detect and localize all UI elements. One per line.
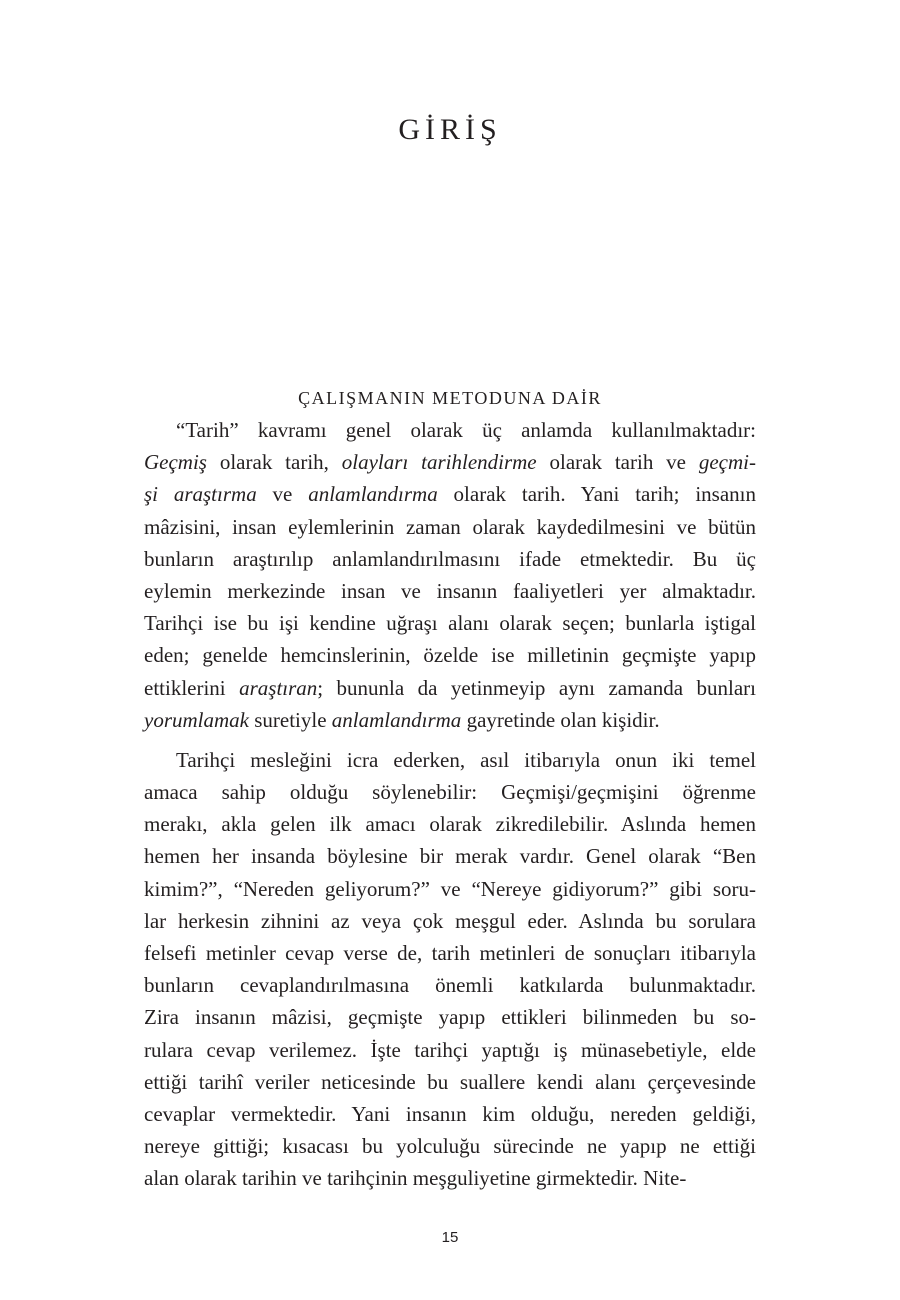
text-run: bunların araştırılıp anlamlandırılmasını ifade etmektedir. Bu üç <box>144 546 756 571</box>
text-line <box>144 414 756 446</box>
text-run: merakı, akla gelen ilk amacı olarak zikredilebilir. Aslında hemen <box>144 812 756 837</box>
body-text <box>144 414 756 1195</box>
text-run: ; bununla da yetinmeyip aynı zamanda bunları <box>317 675 756 700</box>
italic-run: şi araştırma <box>144 482 257 507</box>
text-run: Tarihçi ise bu işi kendine uğraşı alanı olarak seçen; bunlarla iştigal <box>144 611 756 636</box>
text-line <box>144 873 756 905</box>
text-run: kimim?”, “Nereden geliyorum?” ve “Nereye gidiyorum?” gibi soru- <box>144 876 756 901</box>
text-run: Tarihçi mesleğini icra ederken, asıl itibarıyla onun iki temel <box>176 747 756 772</box>
text-line <box>144 1162 756 1194</box>
text-line <box>144 704 756 736</box>
text-line <box>144 776 756 808</box>
text-run: nereye gittiği; kısacası bu yolculuğu sürecinde ne yapıp ne ettiği <box>144 1134 756 1159</box>
text-run: mâzisini, insan eylemlerinin zaman olarak kaydedilmesini ve bütün <box>144 514 756 539</box>
text-line <box>144 744 756 776</box>
text-line <box>144 1066 756 1098</box>
italic-run: anlamlandırma <box>308 482 438 507</box>
paragraph-1 <box>144 414 756 736</box>
paragraph-2 <box>144 744 756 1195</box>
text-run: rulara cevap verilemez. İşte tarihçi yaptığı iş münasebetiyle, elde <box>144 1037 756 1062</box>
text-line <box>144 1034 756 1066</box>
text-run: ettiklerini <box>144 675 240 700</box>
italic-run: yorumlamak <box>144 707 249 732</box>
text-run: bunların cevaplandırılmasına önemli katkılarda bulunmaktadır. <box>144 973 756 998</box>
text-run: felsefi metinler cevap verse de, tarih metinleri de sonuçları itibarıyla <box>144 941 756 965</box>
text-run: ettiği tarihî veriler neticesinde bu suallere kendi alanı çerçevesinde <box>144 1069 756 1094</box>
text-line <box>144 672 756 704</box>
text-run: eden; genelde hemcinslerinin, özelde ise milletinin geçmişte yapıp <box>144 643 756 668</box>
italic-run: araştıran <box>239 675 318 700</box>
chapter-title: GİRİŞ <box>398 113 502 146</box>
text-line <box>144 840 756 872</box>
text-line <box>144 607 756 639</box>
text-line <box>144 478 756 510</box>
text-run: suretiyle <box>248 707 332 732</box>
text-run: “Tarih” kavramı genel olarak üç anlamda kullanılmaktadır: <box>176 418 756 442</box>
text-run: cevaplar vermektedir. Yani insanın kim olduğu, nereden geldiği, <box>144 1101 756 1126</box>
text-run: ve <box>256 482 309 507</box>
text-run: lar herkesin zihnini az veya çok meşgul eder. Aslında bu sorulara <box>144 908 756 933</box>
text-line <box>144 1098 756 1130</box>
text-line <box>144 969 756 1001</box>
text-run: olarak tarih, <box>206 450 342 475</box>
text-run: alan olarak tarihin ve tarihçinin meşguliyetine girmektedir. Nite- <box>144 1166 687 1191</box>
page-number: 15 <box>441 1229 459 1246</box>
text-run: olarak tarih. Yani tarih; insanın <box>437 482 757 507</box>
text-line <box>144 446 756 478</box>
italic-run: anlamlandırma <box>331 707 462 732</box>
text-line <box>144 543 756 575</box>
italic-run: geçmi- <box>698 450 756 475</box>
text-line <box>144 905 756 937</box>
text-line <box>144 808 756 840</box>
text-line <box>144 639 756 671</box>
text-line <box>144 575 756 607</box>
italic-run: olayları tarihlendirme <box>341 450 537 475</box>
italic-run: Geçmiş <box>144 450 207 475</box>
text-line <box>144 937 756 969</box>
text-run: eylemin merkezinde insan ve insanın faaliyetleri yer almaktadır. <box>144 578 756 603</box>
text-line <box>144 511 756 543</box>
text-line <box>144 1130 756 1162</box>
text-run: hemen her insanda böylesine bir merak vardır. Genel olarak “Ben <box>144 844 756 869</box>
section-heading: ÇALIŞMANIN METODUNA DAİR <box>298 388 602 408</box>
text-run: Zira insanın mâzisi, geçmişte yapıp ettikleri bilinmeden bu so- <box>144 1005 756 1030</box>
text-run: amaca sahip olduğu söylenebilir: Geçmişi/geçmişini öğrenme <box>144 780 756 805</box>
text-line <box>144 1001 756 1033</box>
text-run: gayretinde olan kişidir. <box>461 707 660 732</box>
text-run: olarak tarih ve <box>536 450 699 475</box>
